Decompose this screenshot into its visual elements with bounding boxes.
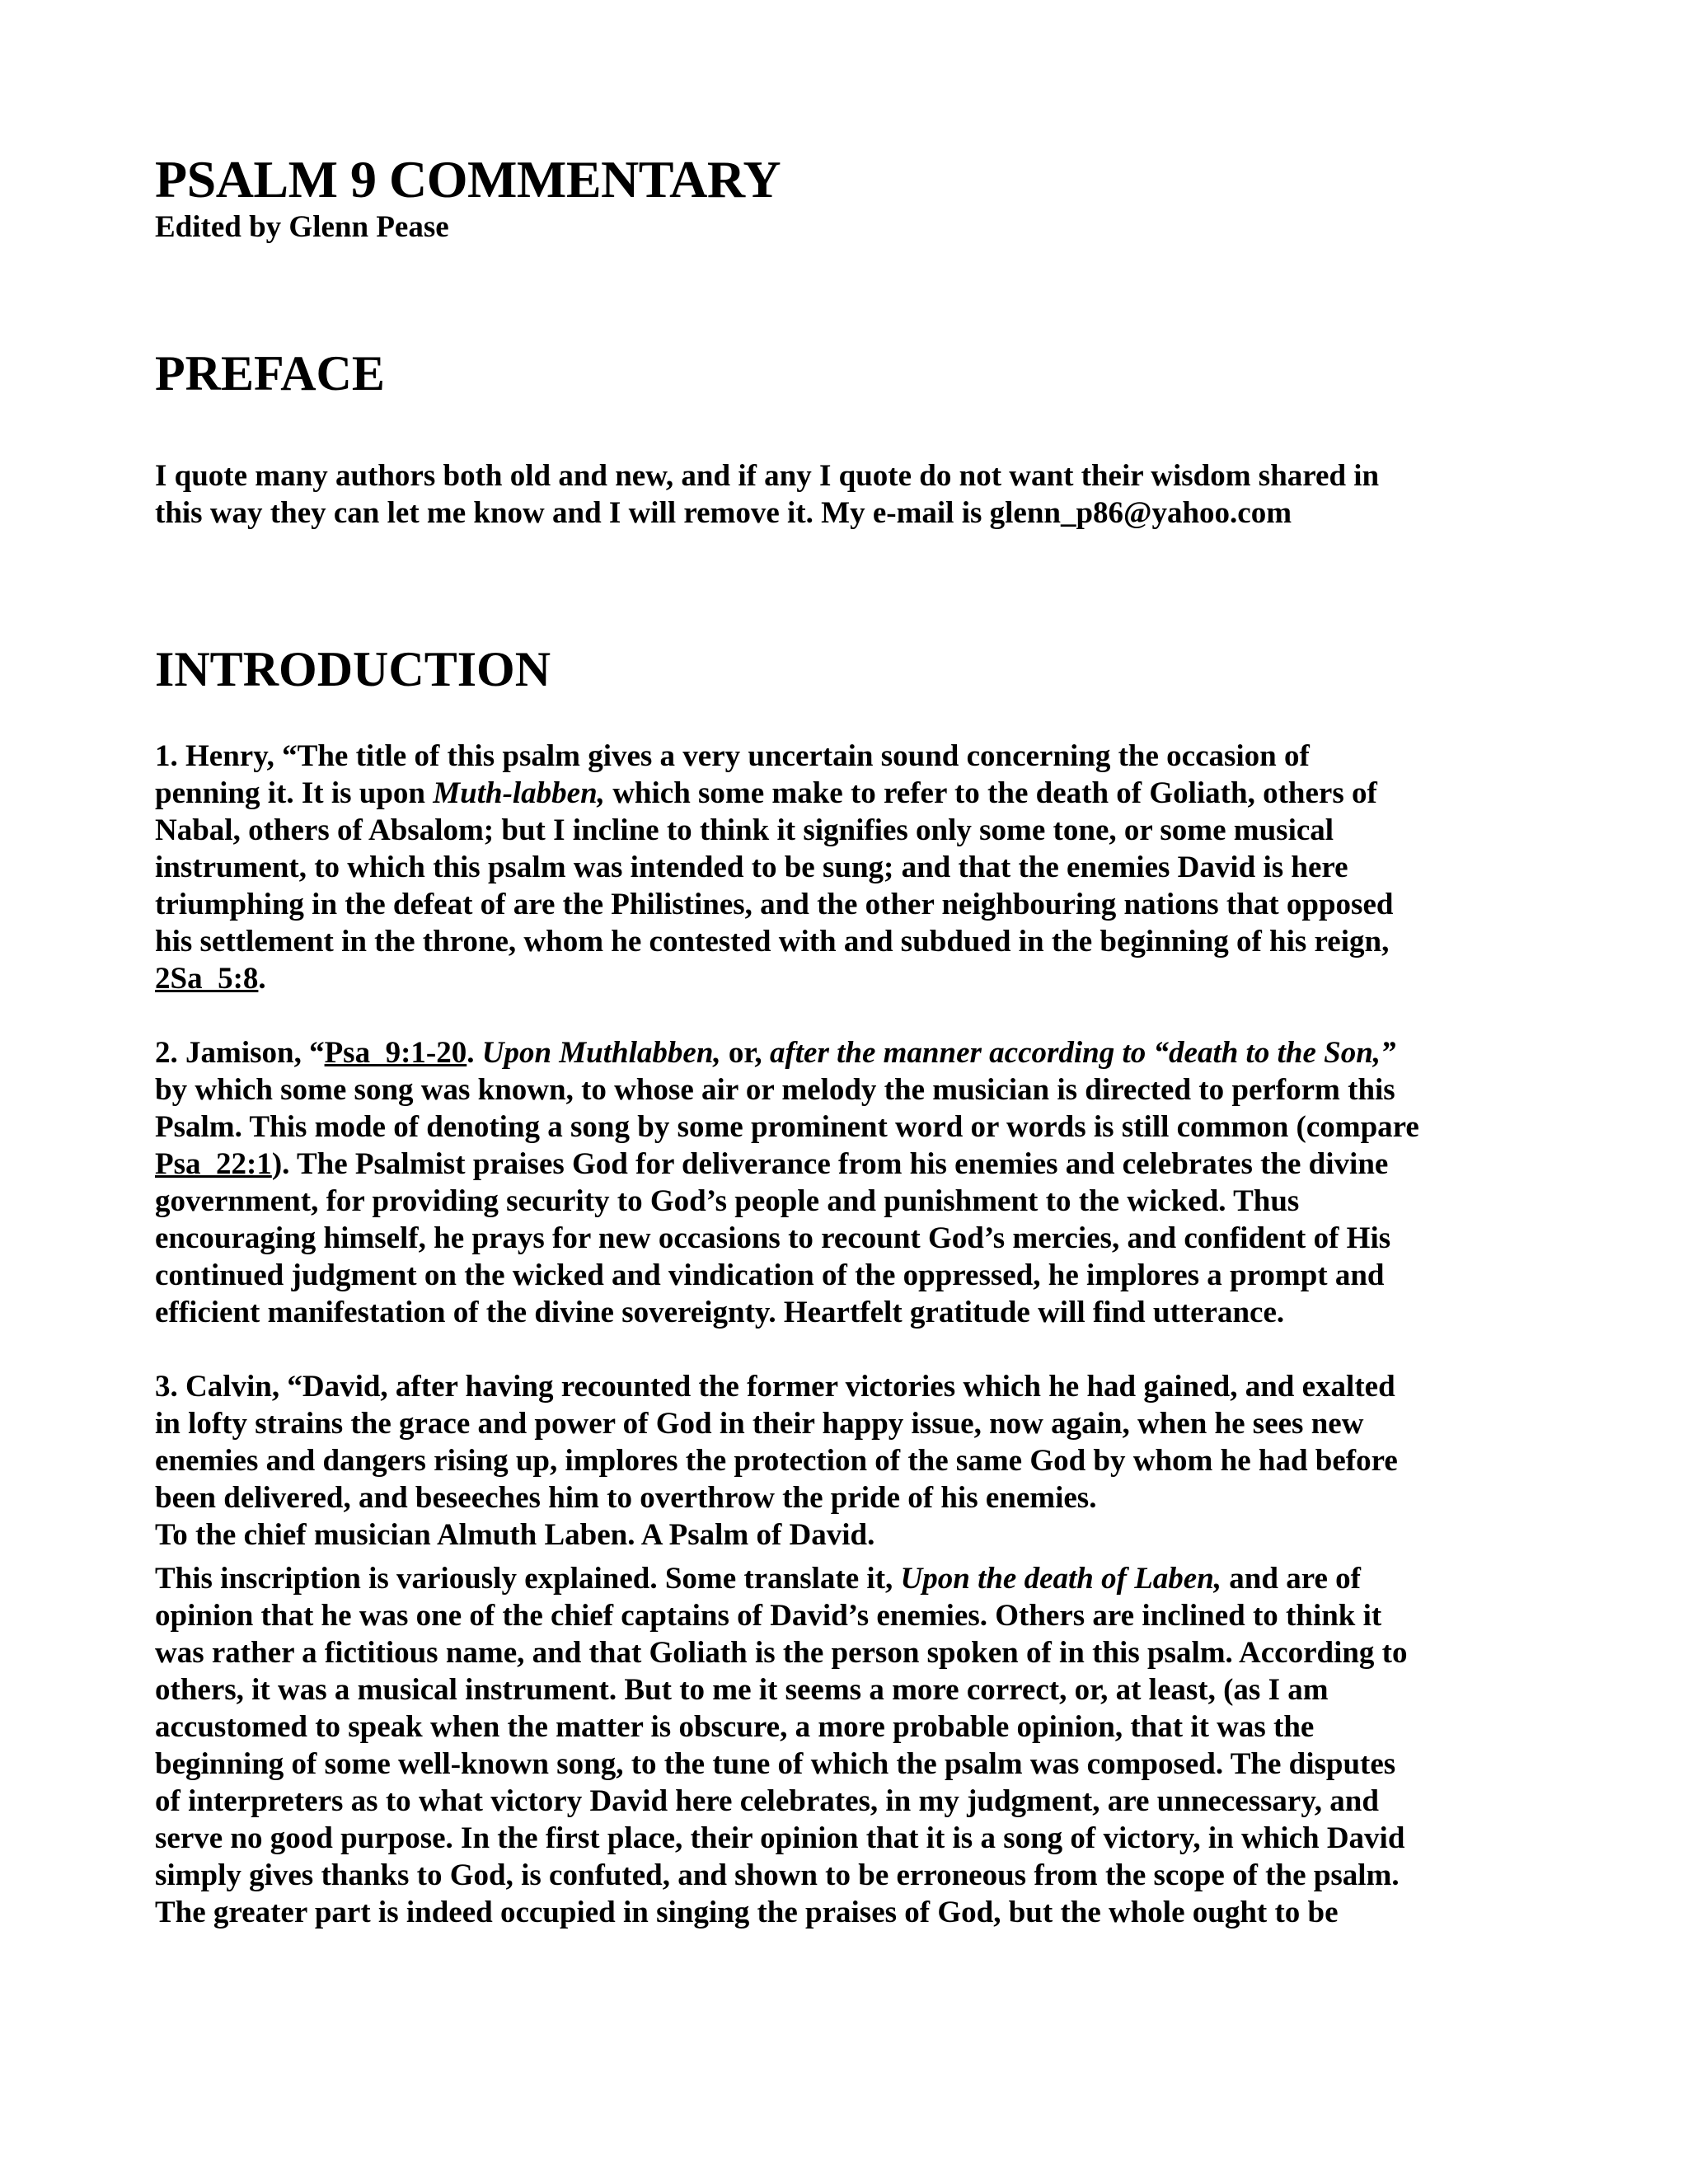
calvin-line-4: been delivered, and beseeches him to overthrow the pride of his enemies. <box>155 1481 1097 1515</box>
jamison-line-5: government, for providing security to God’s people and punishment to the wicked. Thus <box>155 1184 1300 1218</box>
inscription-line-2: opinion that he was one of the chief captains of David’s enemies. Others are inclined to think it <box>155 1599 1382 1633</box>
inscription-line-3: was rather a fictitious name, and that Goliath is the person spoken of in this psalm. According to <box>155 1636 1408 1670</box>
jamison-line-6: encouraging himself, he prays for new occasions to recount God’s mercies, and confident of His <box>155 1221 1391 1255</box>
henry-text: penning it. It is upon <box>155 776 434 810</box>
preface-heading: PREFACE <box>155 346 385 401</box>
calvin-line-3: enemies and dangers rising up, implores the protection of the same God by whom he had before <box>155 1444 1398 1478</box>
jamison-italic-phrase: after the manner according to “death to the Son,” <box>769 1036 1396 1070</box>
inscription-text: This inscription is variously explained. Some translate it, <box>155 1562 901 1596</box>
inscription-line-4: others, it was a musical instrument. But to me it seems a more correct, or, at least, (as I am <box>155 1673 1329 1707</box>
inscription-line-8: serve no good purpose. In the first place, their opinion that it is a song of victory, in which David <box>155 1821 1405 1855</box>
jamison-text: ). The Psalmist praises God for deliverance from his enemies and celebrates the divine <box>271 1147 1389 1181</box>
document-page <box>155 150 1540 1931</box>
henry-line-1: 1. Henry, “The title of this psalm gives a very uncertain sound concerning the occasion of <box>155 739 1310 773</box>
jamison-line-2: by which some song was known, to whose air or melody the musician is directed to perform this <box>155 1073 1395 1107</box>
henry-paragraph <box>155 738 1540 997</box>
jamison-line-1 <box>155 1034 1540 1071</box>
preface-line-1: I quote many authors both old and new, and if any I quote do not want their wisdom shared in <box>155 459 1380 493</box>
jamison-line-8: efficient manifestation of the divine sovereignty. Heartfelt gratitude will find utterance. <box>155 1296 1285 1329</box>
inscription-text: and are of <box>1221 1562 1361 1596</box>
jamison-text: 2. Jamison, “ <box>155 1036 325 1070</box>
preface-line-2: this way they can let me know and I will remove it. My e-mail is glenn_p86@yahoo.com <box>155 496 1292 530</box>
henry-line-6: his settlement in the throne, whom he contested with and subdued in the beginning of his reign, <box>155 925 1390 958</box>
inscription-line-5: accustomed to speak when the matter is obscure, a more probable opinion, that it was the <box>155 1710 1315 1744</box>
inscription-line-7: of interpreters as to what victory David here celebrates, in my judgment, are unnecessary, and <box>155 1784 1379 1818</box>
calvin-line-2: in lofty strains the grace and power of God in their happy issue, now again, when he sees new <box>155 1407 1364 1441</box>
scripture-link-psa-22-1[interactable]: Psa_22:1 <box>155 1147 272 1181</box>
jamison-italic-term: Upon Muthlabben, <box>481 1036 721 1070</box>
document-title: PSALM 9 COMMENTARY <box>155 150 781 209</box>
henry-line-2 <box>155 775 1540 812</box>
introduction-heading: INTRODUCTION <box>155 642 551 696</box>
inscription-line-1 <box>155 1560 1540 1597</box>
henry-line-5: triumphing in the defeat of are the Philistines, and the other neighbouring nations that opposed <box>155 888 1394 921</box>
document-subtitle: Edited by Glenn Pease <box>155 210 449 244</box>
henry-line-3: Nabal, others of Absalom; but I incline to think it signifies only some tone, or some musical <box>155 813 1334 847</box>
jamison-text: . <box>467 1036 482 1070</box>
henry-text: which some make to refer to the death of Goliath, others of <box>604 776 1377 810</box>
calvin-paragraph <box>155 1368 1540 1554</box>
scripture-link-psa-9[interactable]: Psa_9:1-20 <box>324 1036 467 1070</box>
calvin-line-5: To the chief musician Almuth Laben. A Psalm of David. <box>155 1518 875 1552</box>
inscription-line-6: beginning of some well-known song, to the tune of which the psalm was composed. The disputes <box>155 1747 1396 1781</box>
preface-paragraph <box>155 457 1540 532</box>
henry-line-7 <box>155 960 1540 997</box>
jamison-paragraph <box>155 1034 1540 1331</box>
scripture-link-2sa-5-8[interactable]: 2Sa_5:8 <box>155 962 259 996</box>
jamison-text: or, <box>720 1036 770 1070</box>
inscription-italic-phrase: Upon the death of Laben, <box>900 1562 1222 1596</box>
henry-line-4: instrument, to which this psalm was intended to be sung; and that the enemies David is here <box>155 851 1348 884</box>
jamison-line-4 <box>155 1146 1540 1183</box>
henry-text: . <box>258 962 266 996</box>
jamison-line-7: continued judgment on the wicked and vindication of the oppressed, he implores a prompt and <box>155 1258 1385 1292</box>
inscription-line-10: The greater part is indeed occupied in singing the praises of God, but the whole ought to be <box>155 1896 1339 1929</box>
henry-italic-term: Muth-labben, <box>433 776 605 810</box>
inscription-paragraph <box>155 1560 1540 1931</box>
jamison-line-3: Psalm. This mode of denoting a song by some prominent word or words is still common (compare <box>155 1110 1419 1144</box>
calvin-line-1: 3. Calvin, “David, after having recounted the former victories which he had gained, and exalted <box>155 1370 1395 1404</box>
inscription-line-9: simply gives thanks to God, is confuted, and shown to be erroneous from the scope of the psalm. <box>155 1858 1400 1892</box>
